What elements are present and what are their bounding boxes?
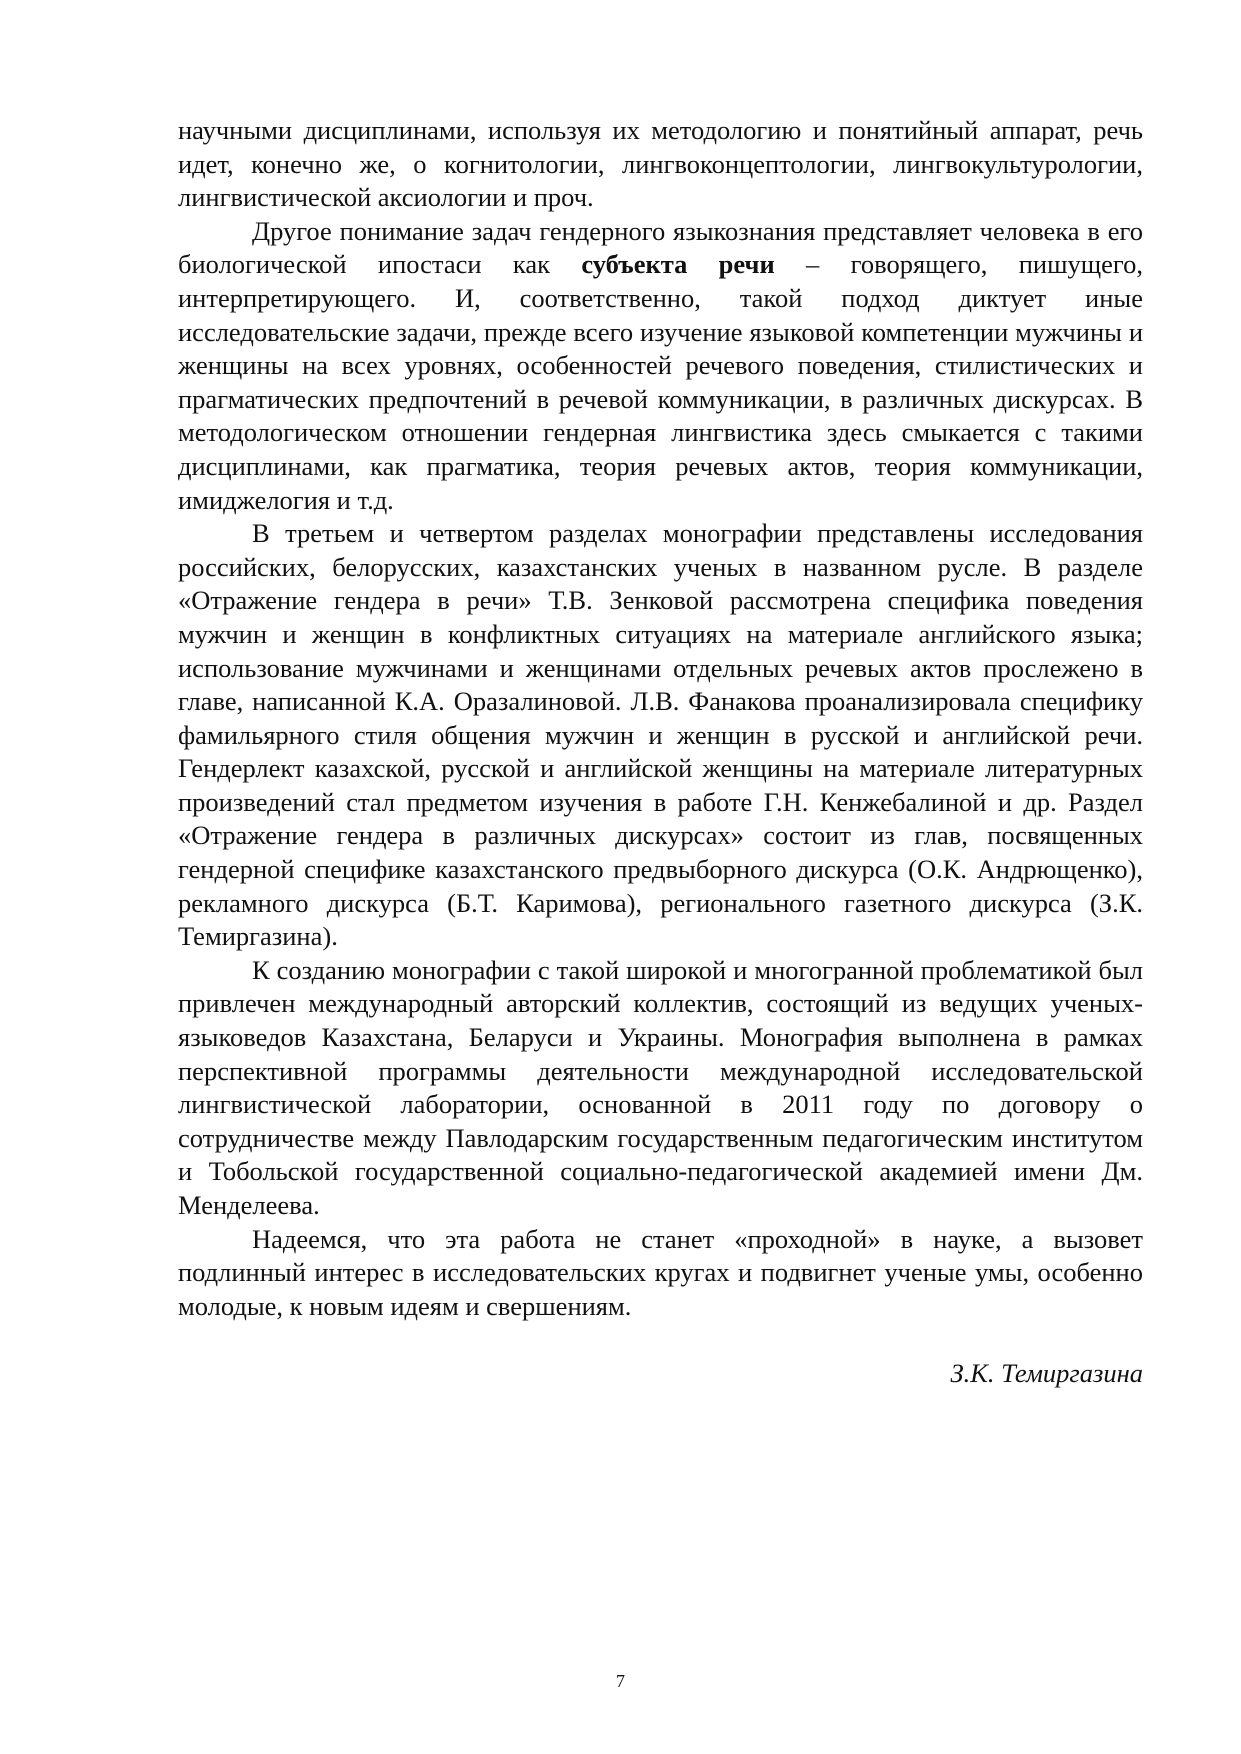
author-signature: З.К. Темиргазина	[950, 1358, 1143, 1389]
paragraph-continuation: научными дисциплинами, используя их методологию и понятийный аппарат, речь идет, конечно же, о когнитологии, лингвоконцептологии, лингвокультурологии, лингвистической аксиологии и проч.	[178, 115, 1143, 213]
paragraph-text-end: – говорящего, пишущего, интерпретирующего. И, соответственно, такой подход диктует иные исследовательские задачи, прежде всего изучение языковой компетенции мужчины и женщины на всех уровнях, особенностей речевого поведения, стилистических и прагматических предпочтений в речевой коммуникации, в различных дискурсах. В методологическом отношении гендерная лингвистика здесь смыкается с такими дисциплинами, как прагматика, теория речевых актов, теория коммуникации, имиджелогия и т.д.	[178, 249, 1143, 515]
bold-term: субъекта речи	[581, 249, 775, 280]
document-page	[178, 114, 1143, 1391]
paragraph-speech-subject	[178, 215, 1143, 517]
page-number: 7	[616, 1671, 625, 1691]
paragraph-text-start: Другое понимание задач гендерного языкознания представляет человека в его биологической ипостаси как	[178, 215, 1143, 280]
paragraph-closing-wish: Надеемся, что эта работа не станет «проходной» в науке, а вызовет подлинный интерес в исследовательских кругах и подвигнет ученые умы, особенно молодые, к новым идеям и свершениям.	[178, 1223, 1143, 1321]
paragraph-authors-collective: К созданию монографии с такой широкой и многогранной проблематикой был привлечен международный авторский коллектив, состоящий из ведущих ученых-языковедов Казахстана, Беларуси и Украины. Монография выполнена в рамках перспективной программы деятельности международной исследовательской лингвистической лаборатории, основанной в 2011 году по договору о сотрудничестве между Павлодарским государственным педагогическим институтом и Тобольской государственной социально-педагогической академией имени Дм. Менделеева.	[178, 954, 1143, 1220]
paragraph-monograph-sections: В третьем и четвертом разделах монографии представлены исследования российских, белорусских, казахстанских ученых в названном русле. В разделе «Отражение гендера в речи» Т.В. Зенковой рассмотрена специфика поведения мужчин и женщин в конфликтных ситуациях на материале английского языка; использование мужчинами и женщинами отдельных речевых актов прослежено в главе, написанной К.А. Оразалиновой. Л.В. Фанакова проанализировала специфику фамильярного стиля общения мужчин и женщин в русской и английской речи. Гендерлект казахской, русской и английской женщины на материале литературных произведений стал предметом изучения в работе Г.Н. Кенжебалиной и др. Раздел «Отражение гендера в различных дискурсах» состоит из глав, посвященных гендерной специфике казахстанского предвыборного дискурса (О.К. Андрющенко), рекламного дискурса (Б.Т. Каримова), регионального газетного дискурса (З.К. Темиргазина).	[178, 518, 1143, 952]
